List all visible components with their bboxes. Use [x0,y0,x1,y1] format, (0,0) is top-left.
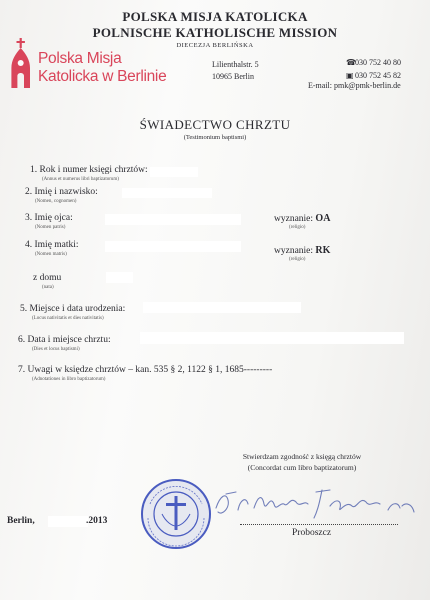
redacted-name [122,188,212,198]
redacted-issue-date [48,516,88,527]
email-address: E-mail: pmk@pmk-berlin.de [308,81,401,90]
field-father-label: 3. Imię ojca: [25,213,73,223]
field-name-label: 2. Imię i nazwisko: [25,187,98,197]
field-mother-label: 4. Imię matki: [25,240,79,250]
field-maiden-name-label: z domu [33,273,62,283]
field-birth-latin: (Locus nativitatis et dies nativitatis) [32,316,104,321]
redacted-book-number [150,167,198,177]
address-street: Lilienthalstr. 5 [212,60,259,69]
field-book-number-latin: (Annus et numerus libri baptizatorum) [42,177,119,182]
priest-signature [212,482,424,530]
field-notes-latin: (Adnotationes in libro baptizatorum) [32,377,106,382]
religion-label: wyznanie: [274,214,314,224]
field-baptism-label: 6. Data i miejsce chrztu: [18,335,111,345]
field-birth-label: 5. Miejsce i data urodzenia: [20,304,126,314]
redacted-maiden-name [106,272,133,283]
redacted-birth-data [143,302,301,313]
fax-number: 030 752 45 82 [355,71,401,80]
redacted-father-name [105,214,241,225]
address-city: 10965 Berlin [212,72,254,81]
phone-number: 030 752 40 80 [355,58,401,67]
priest-title: Proboszcz [292,528,332,538]
issue-year: .2013 [86,516,108,526]
certificate-title-latin: (Testimonium baptismi) [183,134,247,141]
field-mother-latin: (Nomen matris) [35,252,67,257]
telephone-icon: ☎ [346,58,356,67]
confirmation-pl: Stwierdzam zgodność z księgą chrztów [242,452,362,461]
org-name-pl: POLSKA MISJA KATOLICKA [122,9,308,24]
religion-value: RK [315,245,331,256]
issue-place: Berlin, [7,516,35,526]
field-baptism-latin: (Dies et locus baptismi) [32,347,80,352]
field-notes-label: 7. Uwagi w księdze chrztów – kan. 535 § 2, 1122 § 1, 1685--------- [18,365,273,375]
field-book-number-label: 1. Rok i numer księgi chrztów: [30,165,148,175]
signature-line [240,524,398,525]
mother-religion [274,245,330,256]
certificate-title: ŚWIADECTWO CHRZTU [139,117,291,132]
parish-stamp-icon [140,478,212,550]
religion-value: OA [315,213,331,224]
issue-place-date [7,516,35,526]
field-father-latin: (Nomen patris) [35,225,66,230]
confirmation-latin: (Concordat cum libro baptizatorum) [247,463,357,472]
logo-text-line2: Katolicka w Berlinie [38,68,167,85]
father-religion-latin: (religio) [289,225,306,230]
diocese-name: DIECEZJA BERLIŃSKA [176,42,254,49]
redacted-mother-name [105,241,241,252]
mother-religion-latin: (religio) [289,257,306,262]
field-maiden-name-latin: (nata) [42,285,54,290]
phone-line [346,57,401,69]
religion-label: wyznanie: [274,246,314,256]
field-name-latin: (Nomen, cognomen) [35,199,77,204]
father-religion [274,213,330,224]
church-logo-icon [6,38,36,90]
logo-text-line1: Polska Misja [38,50,122,67]
fax-icon: ▣ [346,71,354,80]
redacted-baptism-data [140,332,404,344]
org-name-de: POLNISCHE KATHOLISCHE MISSION [92,25,338,40]
